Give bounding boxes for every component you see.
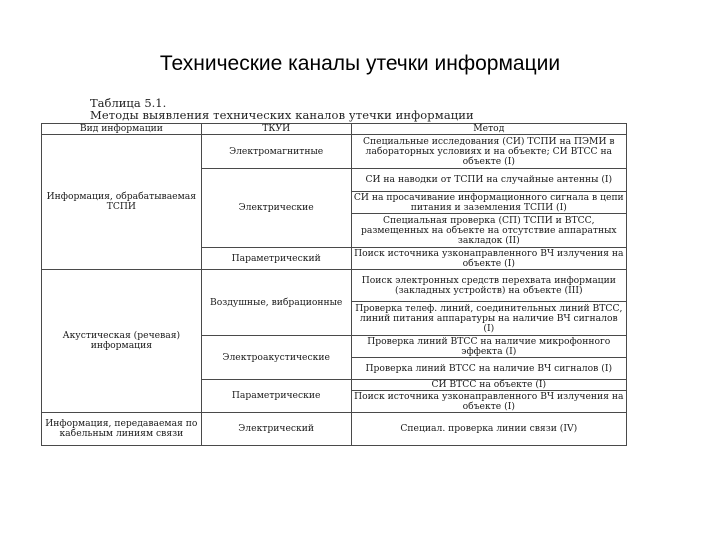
info-type-cell: Акустическая (речевая) информация	[42, 270, 202, 413]
slide-title: Технические каналы утечки информации	[159, 52, 561, 75]
method-cell: Специал. проверка линии связи (IV)	[351, 413, 626, 446]
info-type-cell: Информация, обрабатываемая ТСПИ	[42, 135, 202, 270]
header-method: Метод	[351, 124, 626, 135]
method-cell: Поиск источника узконаправленного ВЧ излучения на объекте (I)	[351, 248, 626, 270]
table-row	[42, 270, 627, 302]
method-cell: Проверка линий ВТСС на наличие микрофонного эффекта (I)	[351, 336, 626, 358]
table-caption	[90, 97, 474, 121]
channel-cell: Электромагнитные	[201, 135, 351, 169]
methods-table	[41, 123, 627, 446]
method-cell: Поиск электронных средств перехвата информации (закладных устройств) на объекте (III)	[351, 270, 626, 302]
method-cell: Проверка телеф. линий, соединительных линий ВТСС, линий питания аппаратуры на наличие ВЧ сигналов (I)	[351, 302, 626, 336]
table-row	[42, 413, 627, 446]
channel-cell: Электроакустические	[201, 336, 351, 380]
header-info-type: Вид информации	[42, 124, 202, 135]
channel-cell: Параметрические	[201, 380, 351, 413]
header-channel: ТКУИ	[201, 124, 351, 135]
info-type-cell: Информация, передаваемая по кабельным линиям связи	[42, 413, 202, 446]
method-cell: Проверка линий ВТСС на наличие ВЧ сигналов (I)	[351, 358, 626, 380]
channel-cell: Параметрический	[201, 248, 351, 270]
method-cell: Специальные исследования (СИ) ТСПИ на ПЭМИ в лабораторных условиях и на объекте; СИ ВТСС на объекте (I)	[351, 135, 626, 169]
method-cell: Специальная проверка (СП) ТСПИ и ВТСС, размещенных на объекте на отсутствие аппаратных закладок (II)	[351, 214, 626, 248]
method-cell: СИ ВТСС на объекте (I)	[351, 380, 626, 391]
method-cell: СИ на просачивание информационного сигнала в цепи питания и заземления ТСПИ (I)	[351, 192, 626, 214]
table-number: Таблица 5.1.	[90, 96, 167, 110]
method-cell: Поиск источника узконаправленного ВЧ излучения на объекте (I)	[351, 391, 626, 413]
channel-cell: Электрические	[201, 169, 351, 248]
table-header-row	[42, 124, 627, 135]
channel-cell: Воздушные, вибрационные	[201, 270, 351, 336]
table-heading: Методы выявления технических каналов утечки информации	[90, 108, 474, 122]
table-row	[42, 135, 627, 169]
channel-cell: Электрический	[201, 413, 351, 446]
method-cell: СИ на наводки от ТСПИ на случайные антенны (I)	[351, 169, 626, 192]
